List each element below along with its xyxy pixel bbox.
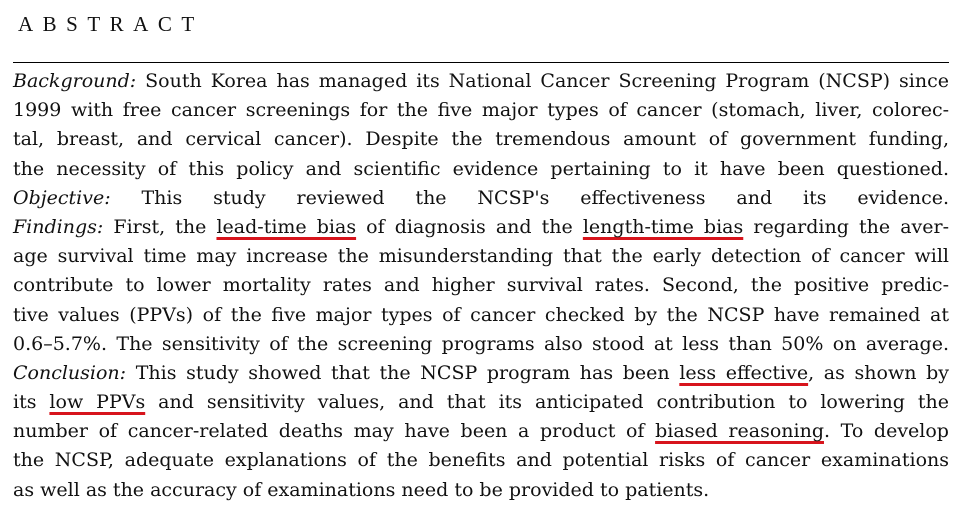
abstract-line (13, 476, 949, 505)
abstract-line (13, 359, 949, 388)
abstract-body (13, 67, 949, 505)
abstract-text: First, the (103, 215, 217, 238)
abstract-text: This study showed that the NCSP program has been (126, 361, 680, 384)
highlighted-phrase: biased reasoning (655, 420, 824, 443)
abstract-line (13, 417, 949, 446)
abstract-line (13, 125, 949, 154)
abstract-line (13, 213, 949, 242)
abstract-line (13, 301, 949, 330)
abstract-line (13, 96, 949, 125)
highlighted-phrase: lead-time bias (216, 215, 357, 238)
abstract-text: South Korea has managed its National Cancer Screening Program (NCSP) since (136, 70, 949, 92)
abstract-text: age survival time may increase the misunderstanding that the early detection of cancer will (13, 245, 949, 268)
abstract-text: of diagnosis and the (356, 215, 583, 238)
highlighted-phrase: less effective (679, 361, 809, 384)
abstract-text: and sensitivity values, and that its anticipated contribution to lowering the (145, 391, 949, 414)
abstract-line (13, 242, 949, 271)
highlighted-phrase: length-time bias (582, 215, 744, 238)
abstract-line (13, 446, 949, 475)
abstract-text: tive values (PPVs) of the five major types of cancer checked by the NCSP have remained at (13, 303, 949, 326)
heading-divider (13, 62, 949, 63)
abstract-text: This study reviewed the NCSP's effectiveness and its evidence. (110, 186, 949, 209)
abstract-text: contribute to lower mortality rates and higher survival rates. Second, the positive predic- (13, 274, 949, 297)
abstract-text: its (13, 391, 50, 414)
abstract-heading: ABSTRACT (18, 12, 204, 36)
section-label: Findings: (13, 215, 104, 238)
abstract-line (13, 271, 949, 300)
abstract-text: the necessity of this policy and scientific evidence pertaining to it have been questioned. (13, 157, 949, 180)
abstract-line (13, 330, 949, 359)
abstract-text: tal, breast, and cervical cancer). Despite the tremendous amount of government funding, (13, 128, 949, 151)
abstract-text: the NCSP, adequate explanations of the benefits and potential risks of cancer examinations (13, 449, 949, 472)
highlighted-phrase: low PPVs (49, 391, 146, 414)
abstract-line (13, 388, 949, 417)
section-label: Conclusion: (13, 361, 127, 384)
section-label: Background: (13, 70, 137, 92)
abstract-line (13, 155, 949, 184)
abstract-text: number of cancer-related deaths may have been a product of (13, 420, 656, 443)
abstract-line (13, 67, 949, 96)
abstract-text: 1999 with free cancer screenings for the five major types of cancer (stomach, liver, colorec- (13, 99, 949, 122)
abstract-line (13, 184, 949, 213)
section-label: Objective: (13, 186, 111, 209)
abstract-text: 0.6–5.7%. The sensitivity of the screening programs also stood at less than 50% on average. (13, 332, 949, 355)
abstract-text: . To develop (823, 420, 949, 443)
abstract-text: , as shown by (808, 361, 949, 384)
abstract-text: regarding the aver- (743, 215, 950, 238)
abstract-text: as well as the accuracy of examinations need to be provided to patients. (13, 478, 710, 501)
